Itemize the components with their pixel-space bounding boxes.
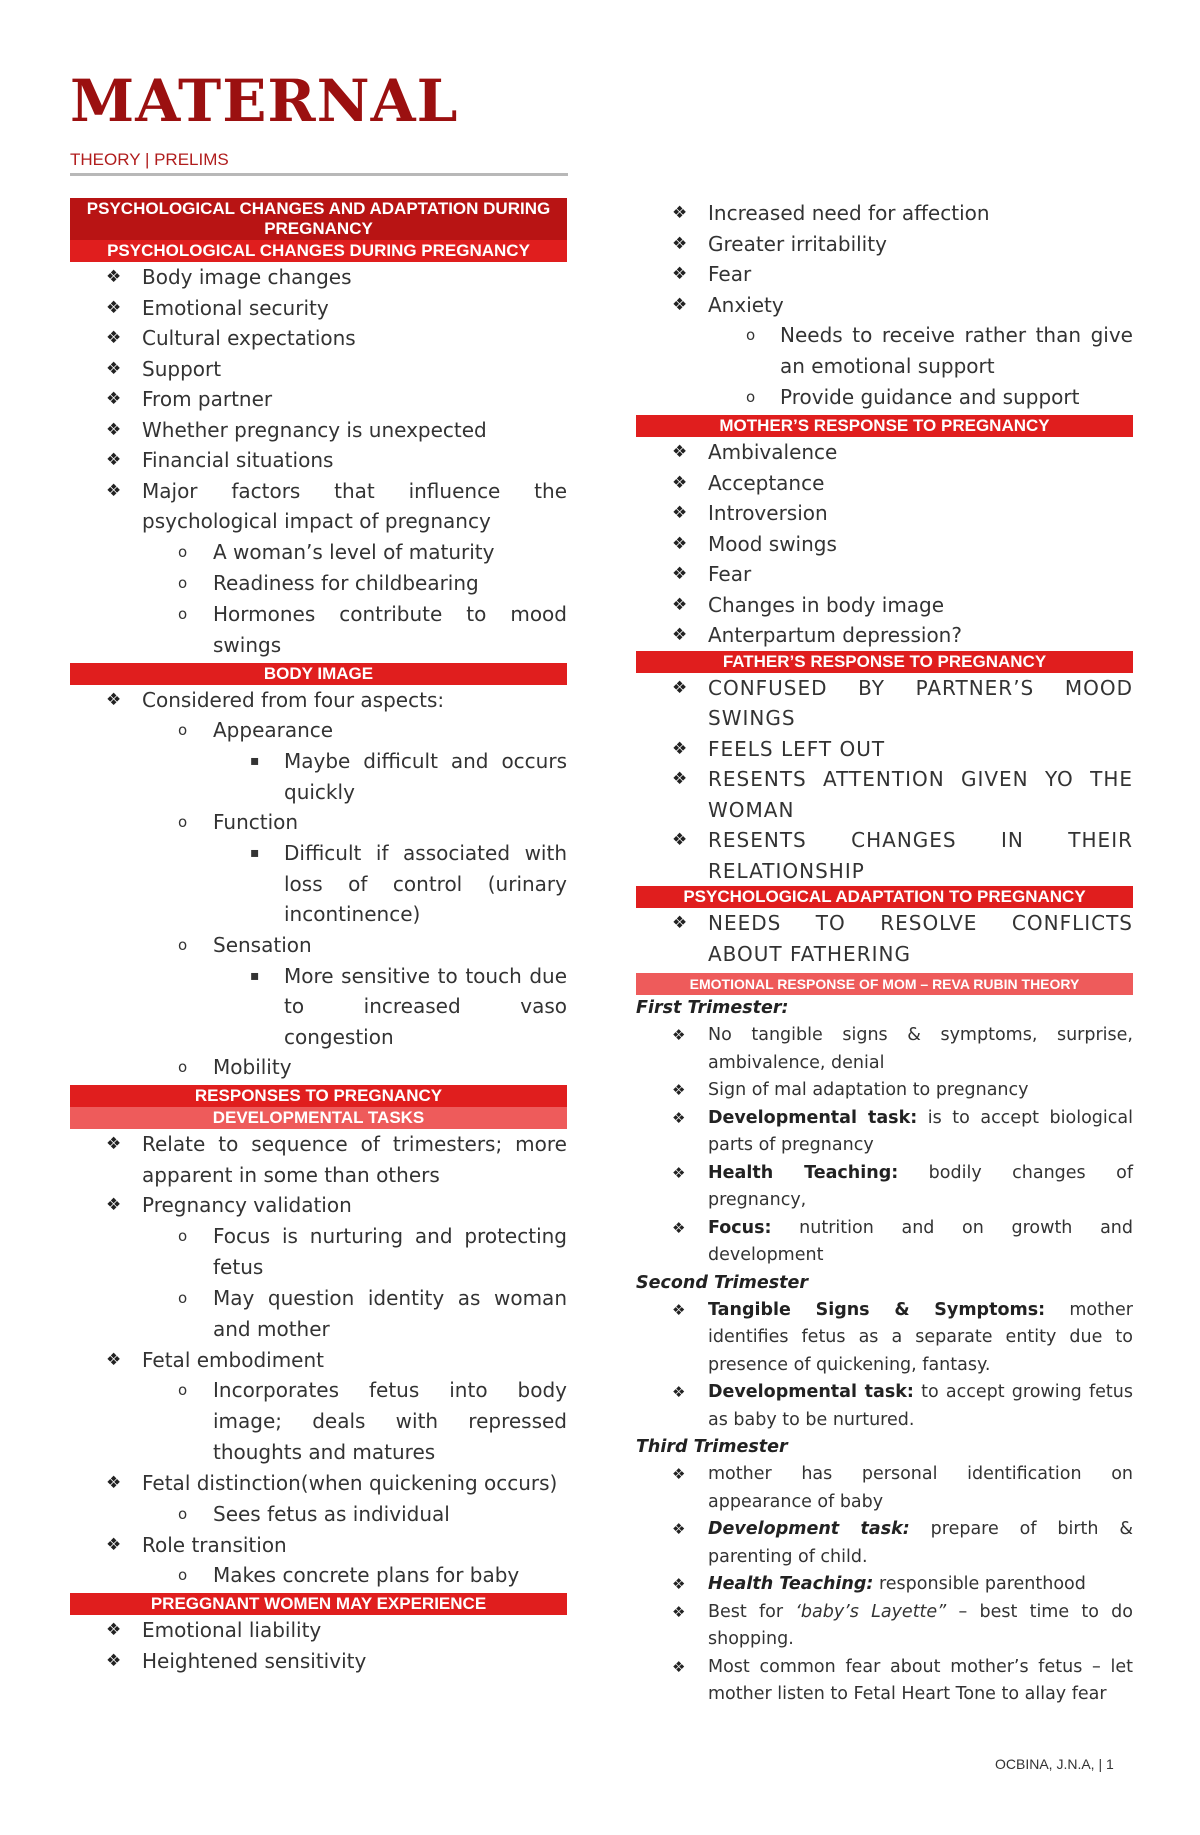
list-item bbox=[636, 1105, 1133, 1160]
list-item: ❖ Major factors that influence the psychological impact of pregnancy bbox=[70, 476, 567, 537]
term-text: is to accept biological parts of pregnancy bbox=[708, 1107, 1133, 1155]
section-header-body-image: BODY IMAGE bbox=[70, 663, 567, 685]
list-item: ❖ Considered from four aspects: bbox=[70, 685, 567, 716]
term-text: Best for bbox=[708, 1601, 796, 1622]
term-label: Tangible Signs & Symptoms: bbox=[708, 1299, 1046, 1320]
list-item: ❖ Increased need for affection bbox=[636, 198, 1133, 229]
list-item: ❖ Body image changes bbox=[70, 262, 567, 293]
term-text: bodily changes of pregnancy, bbox=[708, 1162, 1133, 1210]
list-item: ❖ Whether pregnancy is unexpected bbox=[70, 415, 567, 446]
list-item: ❖ Emotional security bbox=[70, 293, 567, 324]
list-item: ❖ No tangible signs & symptoms, surprise, ambivalence, denial bbox=[636, 1022, 1133, 1077]
page-footer: OCBINA, J.N.A, | 1 bbox=[995, 1756, 1114, 1772]
term-text: responsible parenthood bbox=[873, 1574, 1086, 1594]
list-item: ❖ mother has personal identification on appearance of baby bbox=[636, 1461, 1133, 1516]
left-column bbox=[70, 198, 567, 1676]
document-subtitle: THEORY | PRELIMS bbox=[70, 150, 229, 169]
term-italic: ‘baby’s Layette” bbox=[795, 1601, 947, 1622]
list-item: ❖ Changes in body image bbox=[636, 590, 1133, 621]
list-item: ❖ Pregnancy validation bbox=[70, 1190, 567, 1221]
list-item: ❖ FEELS LEFT OUT bbox=[636, 734, 1133, 765]
list-item: ❖ Fetal distinction(when quickening occurs) bbox=[70, 1468, 567, 1499]
sub-list-item: o Focus is nurturing and protecting fetus bbox=[70, 1221, 567, 1283]
sub-list-item: o Makes concrete plans for baby bbox=[70, 1560, 567, 1591]
term-label: Developmental task: bbox=[708, 1107, 918, 1128]
second-trimester-label: Second Trimester bbox=[636, 1272, 808, 1293]
list-item: ❖ Relate to sequence of trimesters; more apparent in some than others bbox=[70, 1129, 567, 1190]
sub-list-item: o May question identity as woman and mother bbox=[70, 1283, 567, 1345]
list-item: ❖ Most common fear about mother’s fetus – let mother listen to Fetal Heart Tone to allay fear bbox=[636, 1654, 1133, 1709]
list-item: ❖ Cultural expectations bbox=[70, 323, 567, 354]
list-item: ❖ From partner bbox=[70, 384, 567, 415]
list-item: ❖ Financial situations bbox=[70, 445, 567, 476]
sub-sub-list-item: ▪ Maybe difficult and occurs quickly bbox=[70, 746, 567, 807]
list-item: ❖ Emotional liability bbox=[70, 1615, 567, 1646]
section-header-psych-changes: PSYCHOLOGICAL CHANGES DURING PREGNANCY bbox=[70, 240, 567, 262]
sub-list-item: o A woman’s level of maturity bbox=[70, 537, 567, 568]
list-item bbox=[636, 1160, 1133, 1215]
section-header-mothers-response: MOTHER’S RESPONSE TO PREGNANCY bbox=[636, 415, 1133, 437]
list-item: ❖ Anxiety bbox=[636, 290, 1133, 321]
sub-list-item: o Appearance bbox=[70, 715, 567, 746]
term-label: Developmental task: bbox=[708, 1382, 914, 1402]
sub-list-item: o Needs to receive rather than give an emotional support bbox=[636, 320, 1133, 382]
list-item: ❖ Support bbox=[70, 354, 567, 385]
list-item: ❖ RESENTS ATTENTION GIVEN YO THE WOMAN bbox=[636, 764, 1133, 825]
list-item: ❖ RESENTS CHANGES IN THEIR RELATIONSHIP bbox=[636, 825, 1133, 886]
first-trimester-label: First Trimester: bbox=[636, 998, 789, 1018]
term-text: mother identifies fetus as a separate entity due to presence of quickening, fantasy. bbox=[708, 1299, 1133, 1375]
section-header-developmental-tasks: DEVELOPMENTAL TASKS bbox=[70, 1107, 567, 1129]
list-item: ❖ Anterpartum depression? bbox=[636, 620, 1133, 651]
term-label: Health Teaching: bbox=[708, 1162, 899, 1183]
sub-list-item: o Function bbox=[70, 807, 567, 838]
sub-list-item: o Provide guidance and support bbox=[636, 382, 1133, 413]
section-header-responses: RESPONSES TO PREGNANCY bbox=[70, 1085, 567, 1107]
list-item: ❖ CONFUSED BY PARTNER’S MOOD SWINGS bbox=[636, 673, 1133, 734]
section-header-reva-rubin: EMOTIONAL RESPONSE OF MOM – REVA RUBIN THEORY bbox=[636, 973, 1133, 995]
term-label: Focus: bbox=[708, 1217, 772, 1238]
term-text: nutrition and on growth and development bbox=[708, 1217, 1133, 1265]
right-column bbox=[636, 198, 1133, 1709]
sub-list-item: o Readiness for childbearing bbox=[70, 568, 567, 599]
list-item: ❖ NEEDS TO RESOLVE CONFLICTS ABOUT FATHERING bbox=[636, 908, 1133, 969]
list-item: ❖ Mood swings bbox=[636, 529, 1133, 560]
third-trimester-label: Third Trimester bbox=[636, 1437, 788, 1457]
list-item: ❖ Acceptance bbox=[636, 468, 1133, 499]
term-label: Health Teaching: bbox=[708, 1574, 874, 1594]
sub-list-item: o Incorporates fetus into body image; deals with repressed thoughts and matures bbox=[70, 1375, 567, 1468]
list-item: ❖ Fear bbox=[636, 259, 1133, 290]
sub-list-item: o Hormones contribute to mood swings bbox=[70, 599, 567, 661]
section-header-psych-adaptation: PSYCHOLOGICAL ADAPTATION TO PREGNANCY bbox=[636, 886, 1133, 908]
section-header-psych-changes-adaptation: PSYCHOLOGICAL CHANGES AND ADAPTATION DURING PREGNANCY bbox=[70, 198, 567, 240]
list-item: ❖ Fear bbox=[636, 559, 1133, 590]
document-title: MATERNAL bbox=[70, 67, 459, 135]
term-label: Development task: bbox=[708, 1519, 910, 1539]
list-item: ❖ Greater irritability bbox=[636, 229, 1133, 260]
sub-sub-list-item: ▪ More sensitive to touch due to increased vaso congestion bbox=[70, 961, 567, 1053]
list-item bbox=[636, 1379, 1133, 1434]
sub-list-item: o Sensation bbox=[70, 930, 567, 961]
section-header-women-experience: PREGGNANT WOMEN MAY EXPERIENCE bbox=[70, 1593, 567, 1615]
list-item bbox=[636, 1215, 1133, 1270]
list-item: ❖ Fetal embodiment bbox=[70, 1345, 567, 1376]
list-item bbox=[636, 1516, 1133, 1571]
sub-list-item: o Sees fetus as individual bbox=[70, 1499, 567, 1530]
sub-list-item: o Mobility bbox=[70, 1052, 567, 1083]
list-item bbox=[636, 1297, 1133, 1380]
sub-sub-list-item: ▪ Difficult if associated with loss of control (urinary incontinence) bbox=[70, 838, 567, 930]
term-text: – best time to do shopping. bbox=[708, 1601, 1133, 1649]
list-item: ❖ Ambivalence bbox=[636, 437, 1133, 468]
title-divider bbox=[70, 173, 568, 176]
term-text: to accept growing fetus as baby to be nurtured. bbox=[708, 1382, 1133, 1430]
list-item bbox=[636, 1599, 1133, 1654]
list-item bbox=[636, 1571, 1133, 1599]
section-header-fathers-response: FATHER’S RESPONSE TO PREGNANCY bbox=[636, 651, 1133, 673]
list-item: ❖ Role transition bbox=[70, 1530, 567, 1561]
term-text: prepare of birth & parenting of child. bbox=[708, 1519, 1133, 1567]
list-item: ❖ Heightened sensitivity bbox=[70, 1646, 567, 1677]
list-item: ❖ Introversion bbox=[636, 498, 1133, 529]
list-item: ❖ Sign of mal adaptation to pregnancy bbox=[636, 1077, 1133, 1105]
